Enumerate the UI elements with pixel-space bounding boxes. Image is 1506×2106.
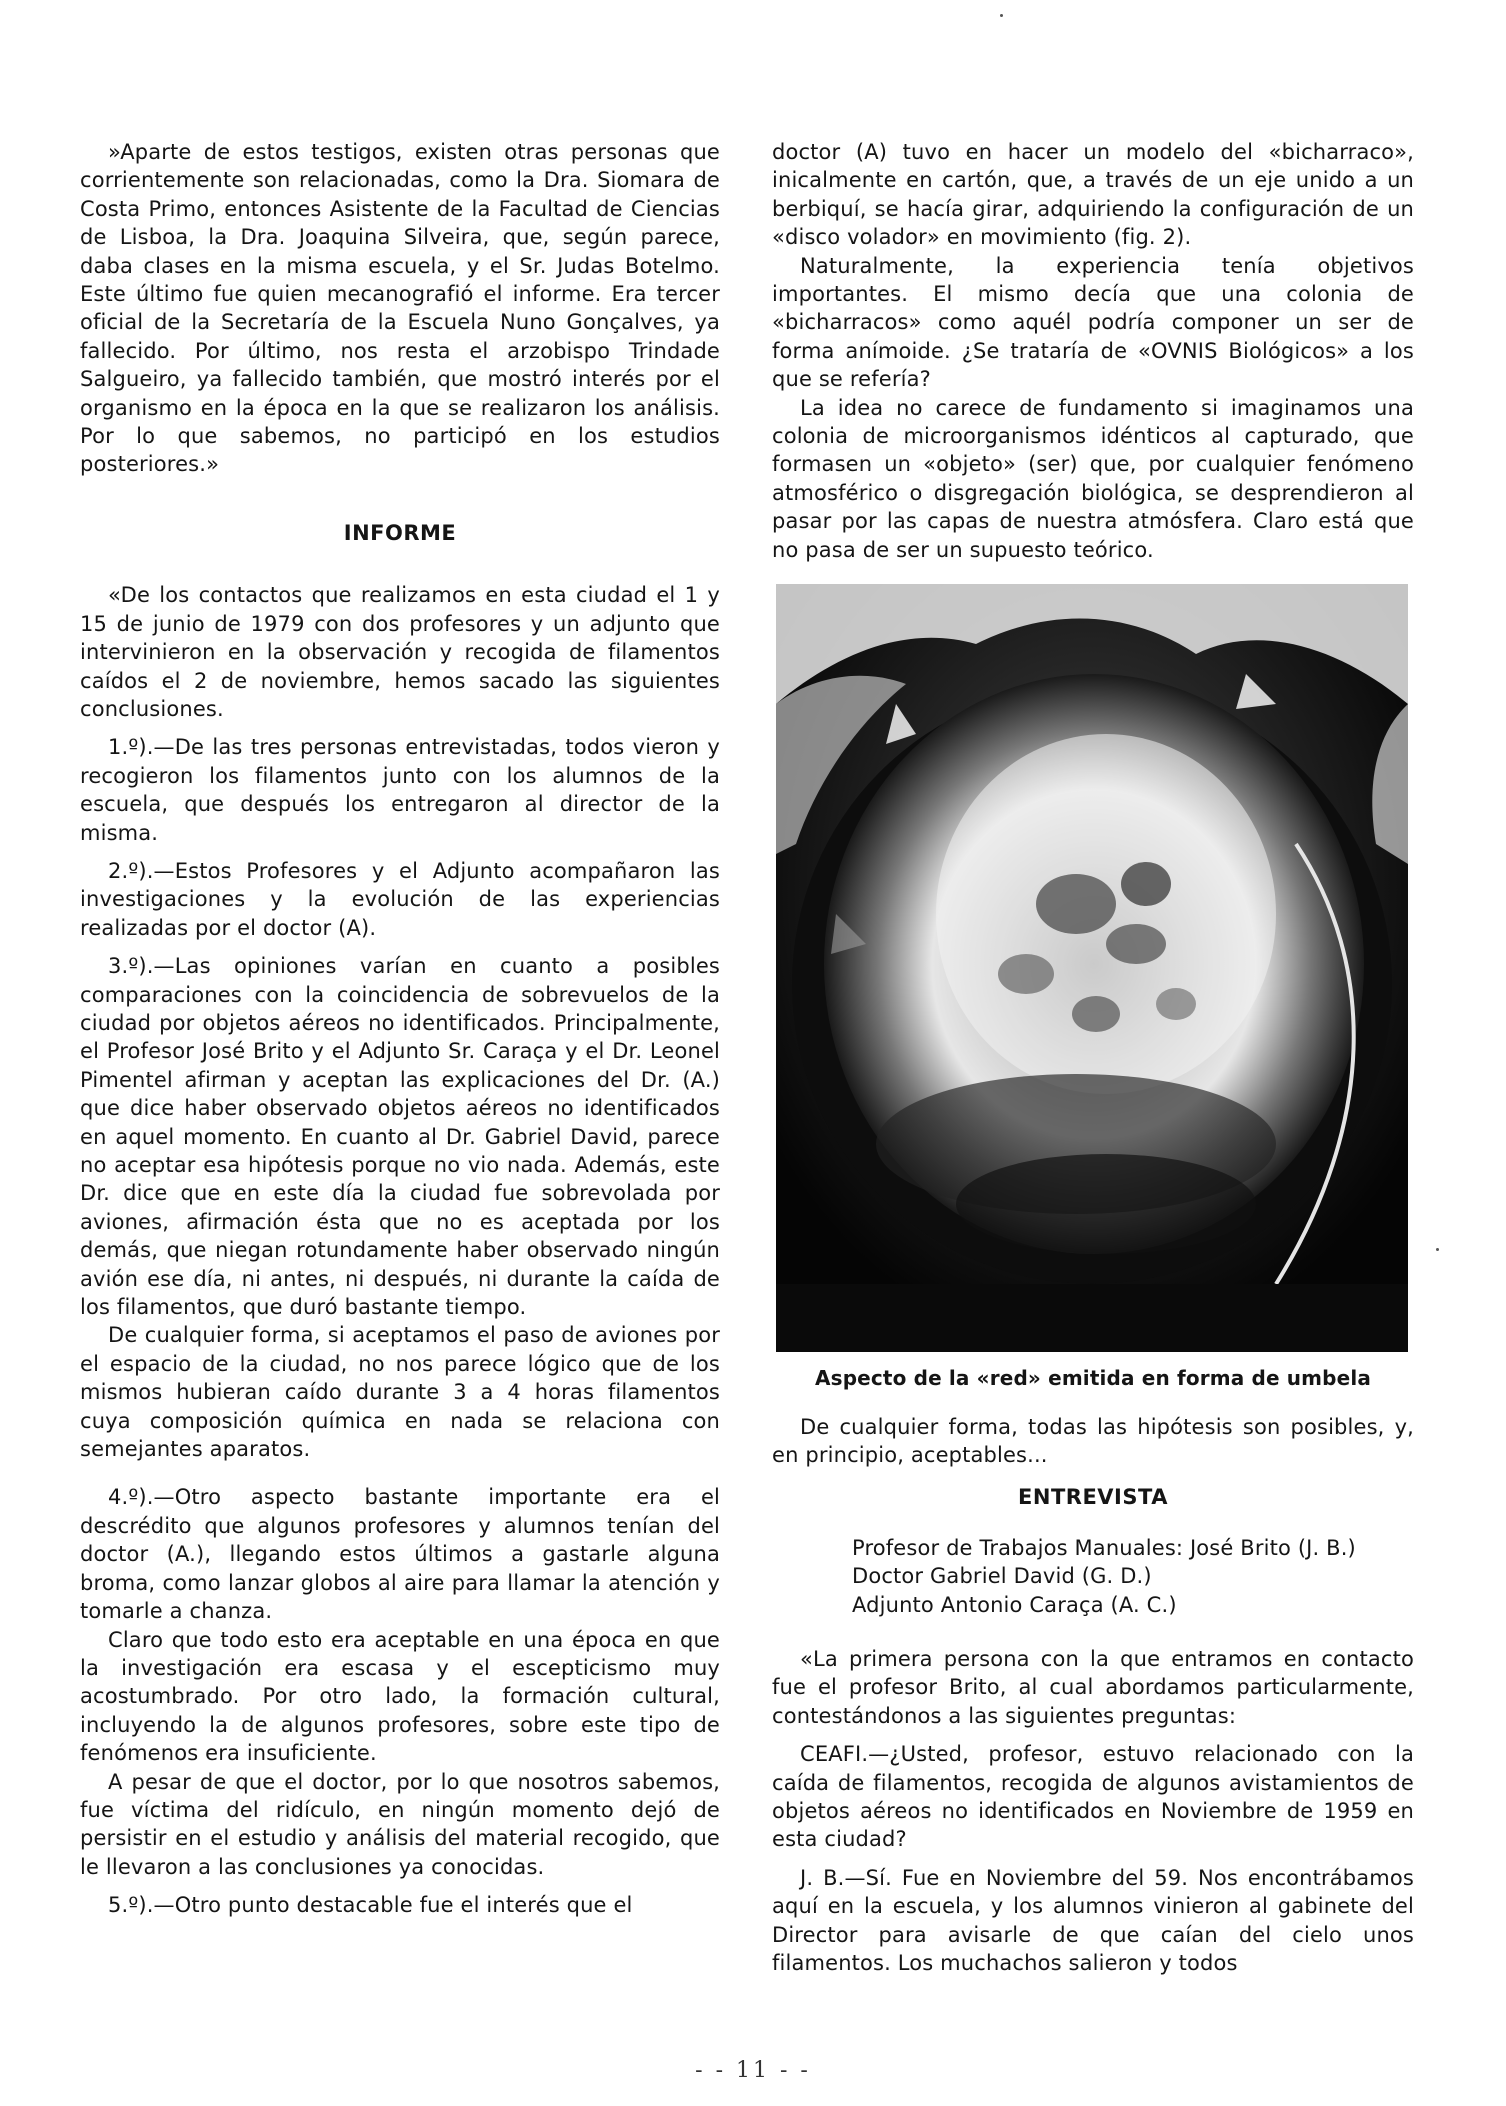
paragraph: doctor (A) tuvo en hacer un modelo del «bicharraco», inicalmente en cartón, que, a través de un eje unido a un berbiquí, se hacía girar, adquiriendo la configuración de un «disco volador» en movimiento (fig. 2). (772, 140, 1414, 250)
interviewee-item: Profesor de Trabajos Manuales: José Brito (J. B.) (852, 1535, 1356, 1560)
microorganism-photo (776, 584, 1408, 1352)
photo-caption: Aspecto de la «red» emitida en forma de umbela (815, 1366, 1371, 1391)
paragraph: »Aparte de estos testigos, existen otras personas que corrientemente son relacionadas, como la Dra. Siomara de Costa Primo, entonces Asistente de la Facultad de Ciencias de Lisboa, la Dra. Joaquina Silveira, que, según parece, daba clases en la misma escuela, y el Sr. Judas Botelmo. Este último fue quien mecanografió el informe. Era tercer oficial de la Secretaría de la Escuela Nuno Gonçalves, ya fallecido. Por último, nos resta el arzobispo Trindade Salgueiro, ya fallecido también, que mostró interés por el organismo en la época en la que se realizaron los análisis. Por lo que sabemos, no participó en los estudios posteriores.» (80, 140, 720, 477)
paragraph: La idea no carece de fundamento si imaginamos una colonia de microorganismos idénticos al capturado, que formasen un «objeto» (ser) que, por cualquier fenómeno atmosférico o disgregación biológica, se desprendieron al pasar por las capas de nuestra atmósfera. Claro está que no pasa de ser un supuesto teórico. (772, 395, 1414, 562)
paragraph: «La primera persona con la que entramos en contacto fue el profesor Brito, al cual abordamos particularmente, contestándonos a las siguientes preguntas: (772, 1646, 1414, 1728)
paragraph: Claro que todo esto era aceptable en una época en que la investigación era escasa y el escepticismo muy acostumbrado. Por otro lado, la formación cultural, incluyendo la de algunos profesores, sobre este tipo de fenómenos era insuficiente. (80, 1627, 720, 1766)
interviewee-item: Doctor Gabriel David (G. D.) (852, 1564, 1152, 1589)
print-speck (1000, 14, 1003, 17)
section-heading-entrevista: ENTREVISTA (1018, 1485, 1168, 1510)
paragraph: 3.º).—Las opiniones varían en cuanto a posibles comparaciones con la coincidencia de sobrevuelos de la ciudad por objetos aéreos no identificados. Principalmente, el Profesor José Brito y el Adjunto Sr. Caraça y el Dr. Leonel Pimentel afirman y aceptan las explicaciones del Dr. (A.) que dice haber observado objetos aéreos no identificados en aquel momento. En cuanto al Dr. Gabriel David, parece no aceptar esa hipótesis porque no vio nada. Además, este Dr. dice que en este día la ciudad fue sobrevolada por aviones, afirmación ésta que no es aceptada por los demás, que niegan rotundamente haber observado ningún avión ese día, ni antes, ni después, ni durante la caída de los filamentos, que duró bastante tiempo. (80, 954, 720, 1320)
paragraph: De cualquier forma, si aceptamos el paso de aviones por el espacio de la ciudad, no nos parece lógico que de los mismos hubieran caído durante 3 a 4 horas filamentos cuya composición química en nada se relaciona con semejantes aparatos. (80, 1323, 720, 1462)
interviewee-list (772, 1534, 1414, 1619)
paragraph: De cualquier forma, todas las hipótesis son posibles, y, en principio, aceptables... (772, 1414, 1414, 1467)
right-column (772, 138, 1414, 1977)
section-heading-informe: INFORME (343, 520, 457, 545)
left-column (80, 138, 720, 1920)
paragraph: Naturalmente, la experiencia tenía objetivos importantes. El mismo decía que una colonia de «bicharracos» como aquél podría componer un ser de forma anímoide. ¿Se trataría de «OVNIS Biológicos» a los que se refería? (772, 253, 1414, 392)
print-speck (1436, 1248, 1439, 1251)
interviewee-item: Adjunto Antonio Caraça (A. C.) (852, 1592, 1177, 1617)
photo-image (776, 584, 1408, 1352)
paragraph: A pesar de que el doctor, por lo que nosotros sabemos, fue víctima del ridículo, en ningún momento dejó de persistir en el estudio y análisis del material recogido, que le llevaron a las conclusiones ya conocidas. (80, 1769, 720, 1879)
paragraph: 1.º).—De las tres personas entrevistadas, todos vieron y recogieron los filamentos junto con los alumnos de la escuela, que después los entregaron al director de la misma. (80, 735, 720, 845)
paragraph: 4.º).—Otro aspecto bastante importante era el descrédito que algunos profesores y alumnos tenían del doctor (A.), llegando estos últimos a gastarle alguna broma, como lanzar globos al aire para llamar la atención y tomarle a chanza. (80, 1485, 720, 1624)
paragraph: J. B.—Sí. Fue en Noviembre del 59. Nos encontrábamos aquí en la escuela, y los alumnos vinieron al gabinete del Director para avisarle de que caían del cielo unos filamentos. Los muchachos salieron y todos (772, 1865, 1414, 1975)
paragraph: 5.º).—Otro punto destacable fue el interés que el (108, 1893, 633, 1918)
paragraph: CEAFI.—¿Usted, profesor, estuvo relacionado con la caída de filamentos, recogida de algunos avistamientos de objetos aéreos no identificados en Noviembre de 1959 en esta ciudad? (772, 1742, 1414, 1852)
paragraph: «De los contactos que realizamos en esta ciudad el 1 y 15 de junio de 1979 con dos profesores y un adjunto que intervinieron en la observación y recogida de filamentos caídos el 2 de noviembre, hemos sacado las siguientes conclusiones. (80, 583, 720, 721)
page-number: - - 11 - - (695, 2058, 811, 2083)
paragraph: 2.º).—Estos Profesores y el Adjunto acompañaron las investigaciones y la evolución de las experiencias realizadas por el doctor (A). (80, 858, 720, 940)
